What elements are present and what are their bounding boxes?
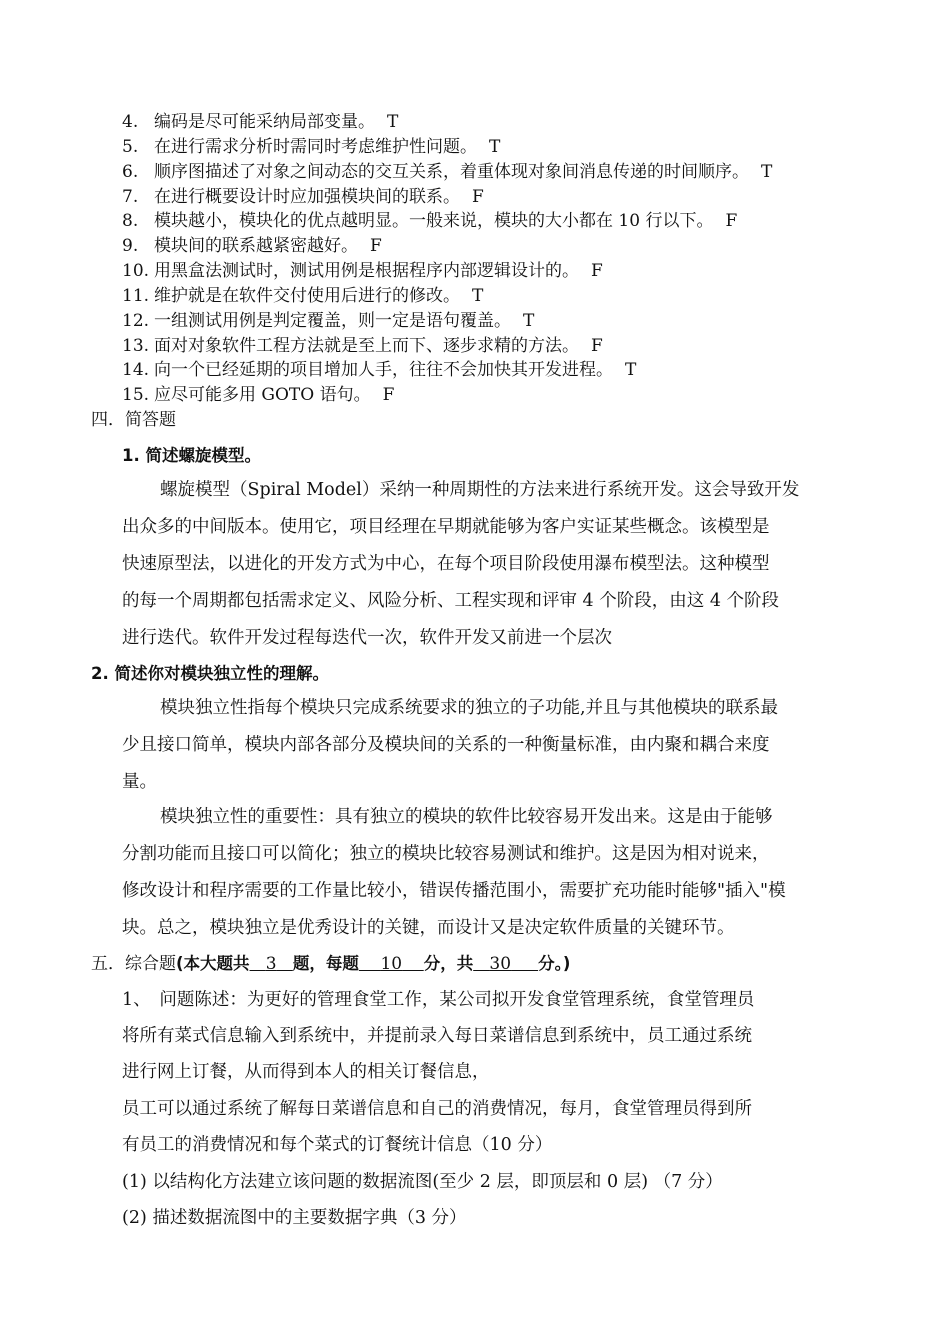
- list-item: 13. 面对对象软件工程方法就是至上而下、逐步求精的方法。 F: [122, 336, 603, 356]
- answer-mark: T: [625, 360, 637, 380]
- answer-mark: F: [370, 236, 382, 256]
- total-points: 30: [489, 954, 512, 974]
- paragraph-line: 量。: [122, 772, 157, 792]
- paragraph-line: 模块独立性的重要性：具有独立的模块的软件比较容易开发出来。这是由于能够: [160, 807, 773, 827]
- paragraph-line: 修改设计和程序需要的工作量比较小，错误传播范围小，需要扩充功能时能够"插入"模: [122, 881, 786, 901]
- section-heading: 四．简答题: [91, 410, 176, 430]
- paragraph-line: 少且接口简单，模块内部各部分及模块间的关系的一种衡量标准，由内聚和耦合来度: [122, 735, 770, 755]
- answer-mark: F: [591, 336, 603, 356]
- paragraph-line: 进行迭代。软件开发过程每迭代一次，软件开发又前进一个层次: [122, 628, 612, 648]
- list-item: 8. 模块越小，模块化的优点越明显。一般来说，模块的大小都在 10 行以下。 F: [122, 211, 738, 231]
- paragraph-line: 模块独立性指每个模块只完成系统要求的独立的子功能,并且与其他模块的联系最: [160, 698, 779, 718]
- list-item: 10. 用黑盒法测试时，测试用例是根据程序内部逻辑设计的。 F: [122, 261, 603, 281]
- sub-question: (2) 描述数据流图中的主要数据字典（3 分）: [122, 1208, 467, 1228]
- list-item: 5. 在进行需求分析时需同时考虑维护性问题。 T: [122, 137, 501, 157]
- paragraph-line: 的每一个周期都包括需求定义、风险分析、工程实现和评审 4 个阶段，由这 4 个阶段: [122, 591, 780, 611]
- answer-mark: F: [472, 187, 484, 207]
- answer-mark: F: [382, 385, 395, 405]
- paragraph-line: 员工可以通过系统了解每日菜谱信息和自己的消费情况，每月，食堂管理员得到所: [122, 1099, 752, 1119]
- paragraph-line: 进行网上订餐，从而得到本人的相关订餐信息，: [122, 1062, 490, 1082]
- answer-mark: T: [523, 311, 535, 331]
- paragraph-line: 将所有菜式信息输入到系统中，并提前录入每日菜谱信息到系统中，员工通过系统: [122, 1026, 752, 1046]
- answer-mark: T: [387, 112, 399, 132]
- answer-mark: T: [489, 137, 501, 157]
- list-item: 11. 维护就是在软件交付使用后进行的修改。 T: [122, 286, 484, 306]
- question-title: 1. 简述螺旋模型。: [122, 446, 261, 465]
- answer-mark: T: [472, 286, 484, 306]
- list-item: 14. 向一个已经延期的项目增加人手，往往不会加快其开发进程。 T: [122, 360, 637, 380]
- list-item: 6. 顺序图描述了对象之间动态的交互关系，着重体现对象间消息传递的时间顺序。 T: [122, 162, 773, 182]
- sub-question: (1) 以结构化方法建立该问题的数据流图(至少 2 层，即顶层和 0 层) （7 分）: [122, 1172, 723, 1192]
- paragraph-line: 分割功能而且接口可以简化；独立的模块比较容易测试和维护。这是因为相对说来，: [122, 844, 770, 864]
- list-item: 12. 一组测试用例是判定覆盖，则一定是语句覆盖。 T: [122, 311, 535, 331]
- paragraph-line: 螺旋模型（Spiral Model）采纳一种周期性的方法来进行系统开发。这会导致开发: [160, 480, 800, 500]
- list-item: 7. 在进行概要设计时应加强模块间的联系。 F: [122, 187, 484, 207]
- question-count: 3: [265, 954, 277, 974]
- paragraph-line: 块。总之，模块独立是优秀设计的关键，而设计又是决定软件质量的关键环节。: [122, 918, 735, 938]
- answer-mark: F: [725, 211, 738, 231]
- list-item: 4. 编码是尽可能采纳局部变量。 T: [122, 112, 399, 132]
- paragraph-line: 快速原型法，以进化的开发方式为中心，在每个项目阶段使用瀑布模型法。这种模型: [122, 554, 770, 574]
- paragraph-line: 1、 问题陈述：为更好的管理食堂工作，某公司拟开发食堂管理系统，食堂管理员: [122, 990, 755, 1010]
- question-title: 2. 简述你对模块独立性的理解。: [91, 664, 329, 683]
- answer-mark: F: [591, 261, 603, 281]
- paragraph-line: 出众多的中间版本。使用它，项目经理在早期就能够为客户实证某些概念。该模型是: [122, 517, 770, 537]
- paragraph-line: 有员工的消费情况和每个菜式的订餐统计信息（10 分）: [122, 1135, 553, 1155]
- list-item: 9. 模块间的联系越紧密越好。 F: [122, 236, 382, 256]
- section-heading: 五．综合题(本大题共 3 题，每题 10 分，共 30 分。): [91, 954, 571, 974]
- answer-mark: T: [761, 162, 773, 182]
- points-per-question: 10: [380, 954, 403, 974]
- list-item: 15. 应尽可能多用 GOTO 语句。 F: [122, 385, 395, 405]
